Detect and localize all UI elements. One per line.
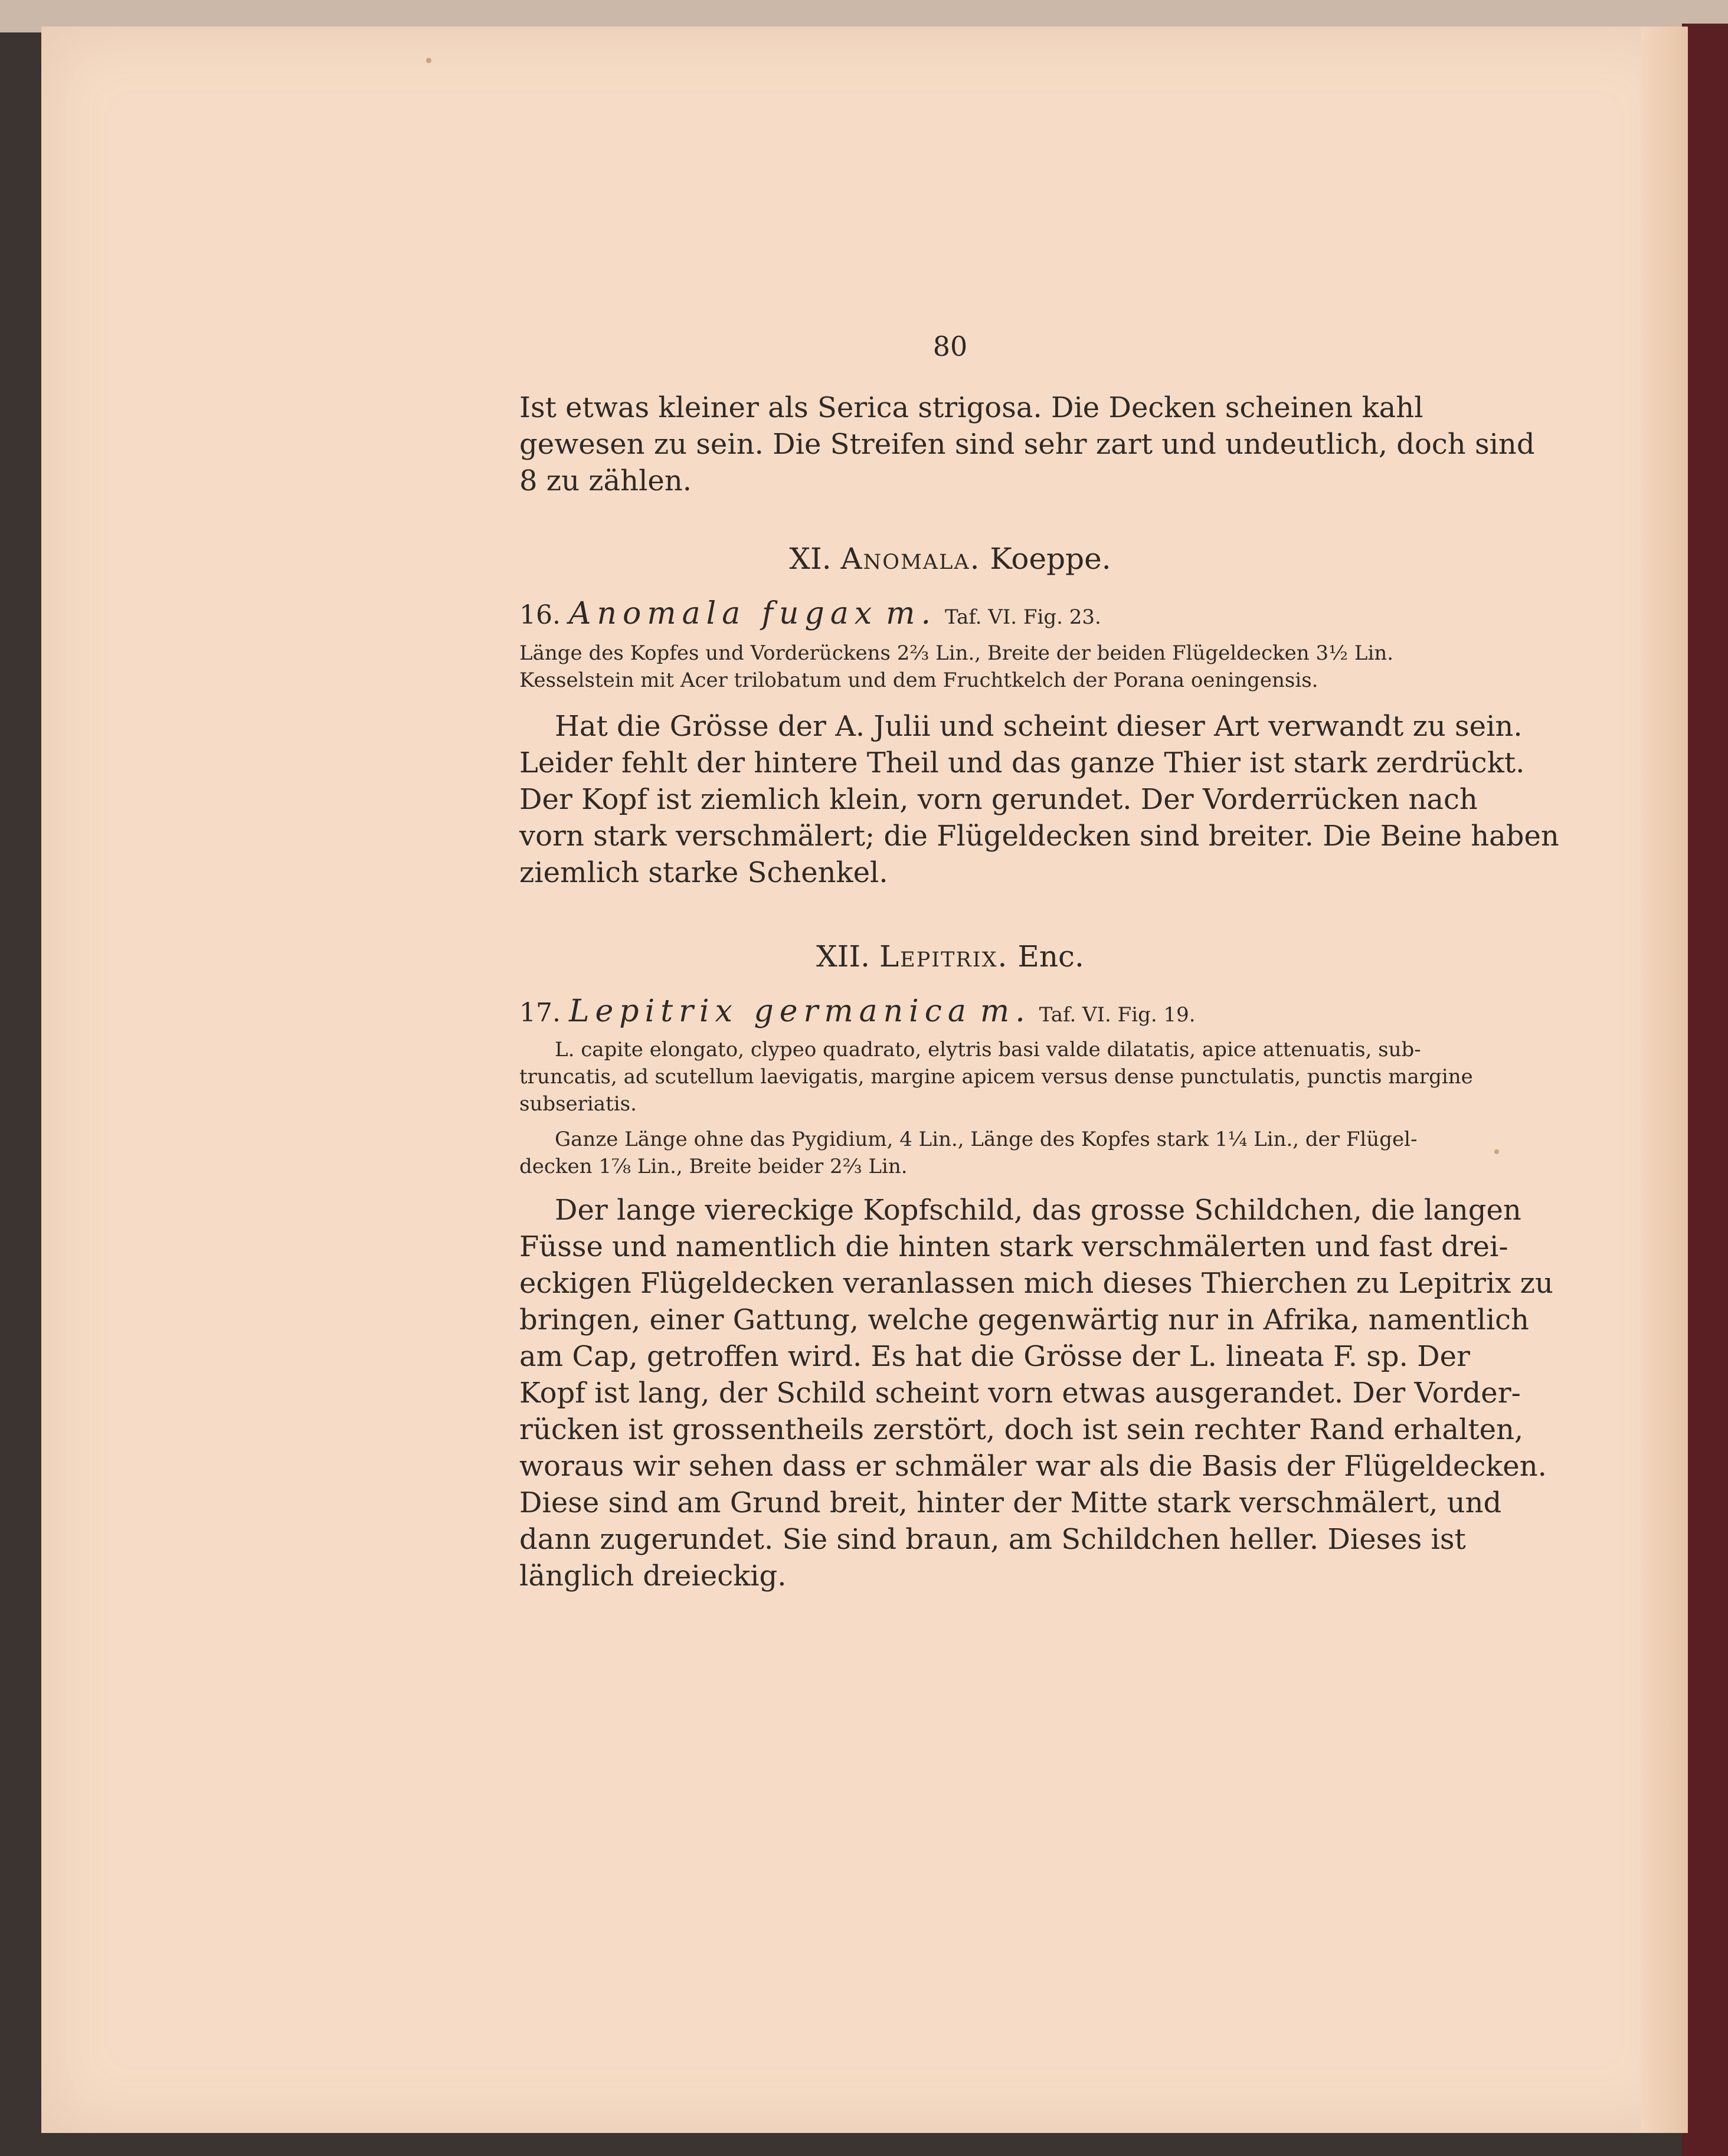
text-line: Kopf ist lang, der Schild scheint vorn etwas ausgerandet. Der Vorder- [519,1377,1521,1410]
text-line: bringen, einer Gattung, welche gegenwärtig nur in Afrika, namentlich [519,1303,1529,1336]
text-line: decken 1⅞ Lin., Breite beider 2⅔ Lin. [519,1155,908,1178]
text-line: subseriatis. [519,1092,637,1116]
text-line: am Cap, getroffen wird. Es hat die Grösse der L. lineata F. sp. Der [519,1340,1470,1373]
diagnosis-17 [519,1036,1473,1118]
section-heading-anomala [519,542,1381,576]
measurements-16 [519,640,1394,694]
genus-name: Lepitrix. [879,939,1009,974]
section-numeral: XI. [789,542,832,576]
section-numeral: XII. [816,939,870,974]
author-name: Koeppe. [990,542,1111,576]
species-name: Anomala fugax [568,596,878,631]
text-line: Hat die Grösse der A. Julii und scheint dieser Art verwandt zu sein. [555,710,1523,743]
text-line: Füsse und namentlich die hinten stark verschmälerten und fast drei- [519,1230,1508,1263]
species-suffix: m. [886,596,937,631]
species-suffix: m. [980,994,1031,1029]
text-line: Der Kopf ist ziemlich klein, vorn gerundet. Der Vorderrücken nach [519,783,1478,816]
paper-spot [1494,1149,1499,1154]
section-heading-lepitrix [519,939,1381,974]
species-heading-lepitrix-germanica [519,994,1381,1029]
text-line: dann zugerundet. Sie sind braun, am Schildchen heller. Dieses ist [519,1523,1466,1556]
text-line: woraus wir sehen dass er schmäler war als die Basis der Flügeldecken. [519,1450,1547,1483]
paragraph-3 [519,1192,1553,1594]
species-number: 16. [519,600,561,630]
text-line: ziemlich starke Schenkel. [519,856,888,889]
species-number: 17. [519,998,561,1028]
text-line: Leider fehlt der hintere Theil und das ganze Thier ist stark zerdrückt. [519,746,1525,779]
text-line: Länge des Kopfes und Vorderückens 2⅔ Lin., Breite der beiden Flügeldecken 3½ Lin. [519,641,1394,665]
plate-reference: Taf. VI. Fig. 23. [945,605,1101,629]
text-line: Ganze Länge ohne das Pygidium, 4 Lin., Länge des Kopfes stark 1¼ Lin., der Flügel- [555,1128,1418,1151]
text-line: eckigen Flügeldecken veranlassen mich dieses Thierchen zu Lepitrix zu [519,1267,1553,1300]
text-line: Diese sind am Grund breit, hinter der Mitte stark verschmälert, und [519,1486,1502,1519]
page-number: 80 [932,330,968,362]
paper-spot [426,58,431,63]
paragraph-1 [519,389,1535,499]
paragraph-2 [519,708,1559,891]
genus-name: Anomala. [840,542,981,576]
measurements-17 [519,1126,1418,1180]
text-line: Ist etwas kleiner als Serica strigosa. Die Decken scheinen kahl [519,391,1423,424]
text-line: L. capite elongato, clypeo quadrato, elytris basi valde dilatatis, apice attenuatis, sub- [555,1038,1421,1061]
author-name: Enc. [1017,939,1084,974]
scan-backing-edge [1682,24,1728,2156]
text-line: vorn stark verschmälert; die Flügeldecken sind breiter. Die Beine haben [519,820,1559,853]
text-line: Der lange viereckige Kopfschild, das grosse Schildchen, die langen [555,1194,1521,1227]
text-line: 8 zu zählen. [519,464,692,497]
text-line: Kesselstein mit Acer trilobatum und dem Fruchtkelch der Porana oeningensis. [519,669,1318,692]
text-line: gewesen zu sein. Die Streifen sind sehr zart und undeutlich, doch sind [519,428,1535,461]
plate-reference: Taf. VI. Fig. 19. [1039,1003,1196,1027]
text-line: rücken ist grossentheils zerstört, doch ist sein rechter Rand erhalten, [519,1413,1524,1446]
text-line: länglich dreieckig. [519,1559,787,1593]
text-line: truncatis, ad scutellum laevigatis, margine apicem versus dense punctulatis, punctis margine [519,1065,1473,1089]
species-name: Lepitrix germanica [568,994,972,1029]
species-heading-anomala-fugax [519,596,1381,631]
page-fold-shadow [1641,27,1688,2133]
